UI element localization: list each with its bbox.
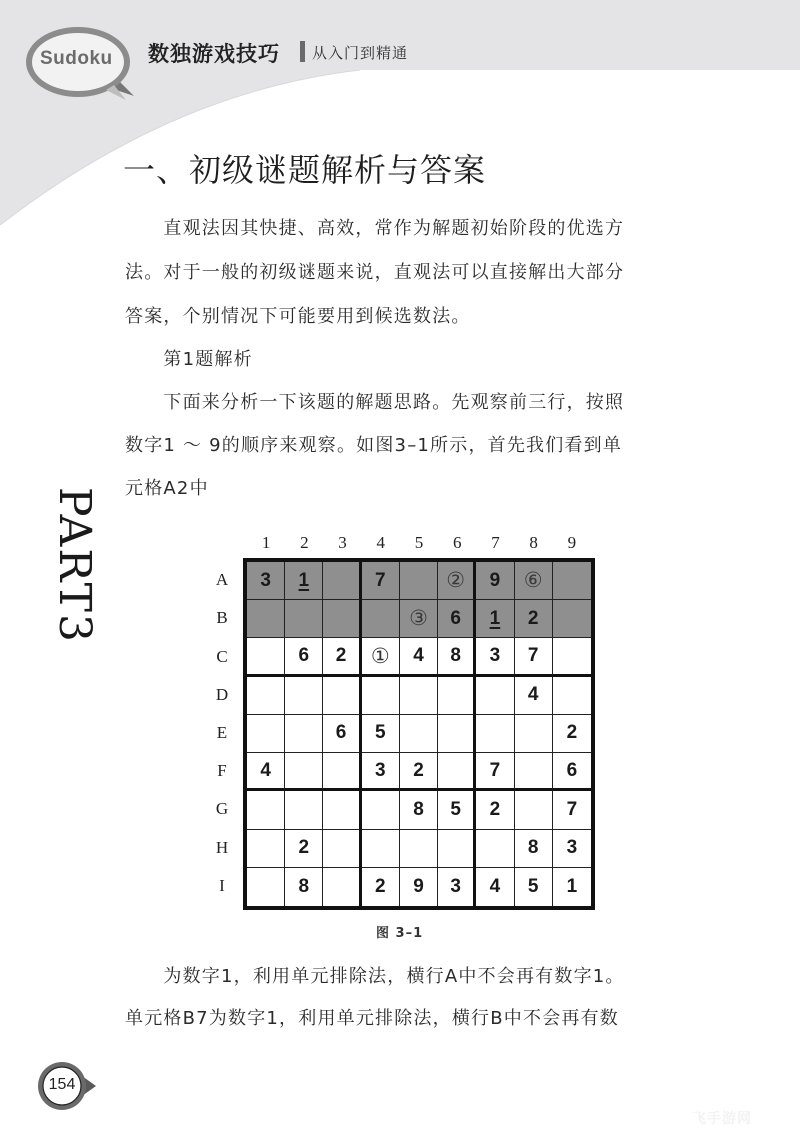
sudoku-cell-H6 bbox=[438, 830, 476, 868]
sudoku-cell-I2 bbox=[285, 868, 323, 906]
given-digit-underlined: 1 bbox=[489, 607, 501, 629]
sudoku-cell-C1 bbox=[247, 638, 285, 676]
row-label: A bbox=[215, 570, 229, 590]
given-digit: 9 bbox=[413, 875, 424, 897]
sudoku-cell-G2 bbox=[285, 791, 323, 829]
given-digit: 8 bbox=[298, 875, 310, 897]
sudoku-cell-E4 bbox=[362, 715, 400, 753]
sudoku-cell-C8 bbox=[515, 638, 553, 676]
sudoku-cell-H2 bbox=[285, 830, 323, 868]
sudoku-cell-E9 bbox=[553, 715, 591, 753]
sudoku-cell-A6 bbox=[438, 562, 476, 600]
given-digit: 3 bbox=[260, 569, 271, 591]
sudoku-cell-I6 bbox=[438, 868, 476, 906]
sudoku-cell-I5 bbox=[400, 868, 438, 906]
row-label: G bbox=[215, 799, 229, 819]
sudoku-cell-A1 bbox=[247, 562, 285, 600]
column-label: 6 bbox=[452, 533, 462, 552]
given-digit: 3 bbox=[489, 645, 501, 667]
sudoku-cell-C6 bbox=[438, 638, 476, 676]
sudoku-cell-H1 bbox=[247, 830, 285, 868]
sudoku-cell-E8 bbox=[515, 715, 553, 753]
row-label: D bbox=[215, 684, 229, 704]
sudoku-cell-D3 bbox=[323, 677, 361, 715]
sudoku-grid bbox=[243, 558, 595, 910]
watermark: 飞手游网 bbox=[692, 1111, 752, 1127]
sudoku-cell-F5 bbox=[400, 753, 438, 791]
sudoku-cell-G7 bbox=[476, 791, 514, 829]
sudoku-cell-H3 bbox=[323, 830, 361, 868]
sudoku-cell-G4 bbox=[362, 791, 400, 829]
sudoku-cell-D2 bbox=[285, 677, 323, 715]
sudoku-cell-C2 bbox=[285, 638, 323, 676]
sudoku-cell-F2 bbox=[285, 753, 323, 791]
sudoku-cell-C3 bbox=[323, 638, 361, 676]
paragraph-line: 数字1 ～ 9的顺序来观察。如图3–1所示，首先我们看到单 bbox=[125, 435, 623, 456]
sudoku-cell-C7 bbox=[476, 638, 514, 676]
paragraph-line: 法。对于一般的初级谜题来说，直观法可以直接解出大部分 bbox=[125, 262, 625, 283]
given-digit: 4 bbox=[413, 645, 424, 667]
sudoku-cell-B8 bbox=[515, 600, 553, 638]
sudoku-cell-B6 bbox=[438, 600, 476, 638]
sudoku-cell-B9 bbox=[553, 600, 591, 638]
row-label: C bbox=[216, 646, 228, 666]
given-digit: 7 bbox=[527, 645, 539, 667]
given-digit: 4 bbox=[489, 875, 501, 897]
sudoku-cell-A8 bbox=[515, 562, 553, 600]
column-label: 8 bbox=[529, 533, 538, 552]
given-digit: 3 bbox=[374, 759, 386, 781]
sudoku-cell-I8 bbox=[515, 868, 553, 906]
section-title: 一、初级谜题解析与答案 bbox=[123, 151, 487, 189]
sudoku-cell-F6 bbox=[438, 753, 476, 791]
given-digit: 2 bbox=[527, 607, 539, 629]
sudoku-cell-G1 bbox=[247, 791, 285, 829]
column-label: 1 bbox=[261, 533, 271, 552]
sudoku-cell-B4 bbox=[362, 600, 400, 638]
paragraph-line: 元格A2中 bbox=[125, 478, 209, 499]
given-digit: 4 bbox=[260, 759, 271, 781]
row-label: H bbox=[215, 837, 229, 857]
given-digit: 5 bbox=[450, 798, 461, 820]
sudoku-cell-I9 bbox=[553, 868, 591, 906]
sudoku-cell-A9 bbox=[553, 562, 591, 600]
part-side-label: PART3 bbox=[49, 486, 101, 645]
sudoku-cell-F9 bbox=[553, 753, 591, 791]
given-digit: 6 bbox=[450, 607, 461, 629]
sudoku-cell-I1 bbox=[247, 868, 285, 906]
given-digit: 2 bbox=[335, 645, 347, 667]
sudoku-cell-H7 bbox=[476, 830, 514, 868]
sudoku-cell-D1 bbox=[247, 677, 285, 715]
column-label: 5 bbox=[414, 533, 424, 552]
sudoku-cell-D7 bbox=[476, 677, 514, 715]
sudoku-cell-E7 bbox=[476, 715, 514, 753]
given-digit: 6 bbox=[566, 759, 578, 781]
deduced-digit-circled: ① bbox=[370, 644, 390, 668]
sudoku-cell-H5 bbox=[400, 830, 438, 868]
given-digit: 3 bbox=[566, 837, 578, 859]
sudoku-cell-F1 bbox=[247, 753, 285, 791]
sudoku-cell-A4 bbox=[362, 562, 400, 600]
deduced-digit-circled: ③ bbox=[409, 607, 428, 631]
sudoku-cell-D8 bbox=[515, 677, 553, 715]
row-label: E bbox=[216, 723, 228, 742]
given-digit: 3 bbox=[450, 875, 461, 897]
column-label: 4 bbox=[376, 533, 386, 552]
given-digit: 4 bbox=[527, 684, 539, 706]
sudoku-cell-C5 bbox=[400, 638, 438, 676]
sudoku-cell-E2 bbox=[285, 715, 323, 753]
given-digit: 8 bbox=[527, 837, 539, 859]
sudoku-cell-B5 bbox=[400, 600, 438, 638]
sudoku-cell-H9 bbox=[553, 830, 591, 868]
sudoku-cell-F3 bbox=[323, 753, 361, 791]
deduced-digit-circled: ⑥ bbox=[523, 569, 543, 593]
sudoku-cell-D9 bbox=[553, 677, 591, 715]
paragraph-line: 答案，个别情况下可能要用到候选数法。 bbox=[125, 306, 471, 327]
sudoku-cell-C4 bbox=[362, 638, 400, 676]
book-title: 数独游戏技巧 bbox=[148, 42, 280, 66]
row-label: I bbox=[219, 875, 225, 895]
sudoku-cell-G9 bbox=[553, 791, 591, 829]
given-digit: 6 bbox=[298, 645, 310, 667]
sudoku-cell-G6 bbox=[438, 791, 476, 829]
sudoku-cell-B1 bbox=[247, 600, 285, 638]
column-label: 3 bbox=[338, 533, 347, 552]
sudoku-cell-B2 bbox=[285, 600, 323, 638]
paragraph-line: 直观法因其快捷、高效，常作为解题初始阶段的优选方 bbox=[125, 218, 625, 239]
sudoku-cell-G3 bbox=[323, 791, 361, 829]
sudoku-cell-E5 bbox=[400, 715, 438, 753]
given-digit: 7 bbox=[566, 798, 578, 820]
sudoku-cell-G8 bbox=[515, 791, 553, 829]
sudoku-cell-F7 bbox=[476, 753, 514, 791]
logo-text: Sudoku bbox=[40, 48, 113, 69]
given-digit-underlined: 1 bbox=[298, 569, 310, 591]
sudoku-cell-A5 bbox=[400, 562, 438, 600]
sudoku-cell-B7 bbox=[476, 600, 514, 638]
row-label: B bbox=[216, 608, 228, 628]
sudoku-cell-F8 bbox=[515, 753, 553, 791]
given-digit: 1 bbox=[566, 875, 578, 897]
sudoku-cell-I7 bbox=[476, 868, 514, 906]
given-digit: 5 bbox=[527, 875, 539, 897]
sudoku-cell-E6 bbox=[438, 715, 476, 753]
given-digit: 6 bbox=[335, 722, 347, 744]
title-divider bbox=[300, 41, 305, 62]
figure-caption: 图 3–1 bbox=[376, 926, 424, 941]
sudoku-cell-I4 bbox=[362, 868, 400, 906]
given-digit: 7 bbox=[489, 759, 501, 781]
problem-heading: 第1题解析 bbox=[125, 349, 253, 370]
given-digit: 5 bbox=[374, 722, 386, 744]
paragraph-line: 单元格B7为数字1，利用单元排除法，横行B中不会再有数 bbox=[125, 1008, 619, 1029]
given-digit: 2 bbox=[298, 837, 310, 859]
paragraph-line: 为数字1，利用单元排除法，横行A中不会再有数字1。 bbox=[125, 966, 625, 987]
deduced-digit-circled: ② bbox=[446, 569, 466, 593]
given-digit: 2 bbox=[374, 875, 386, 897]
given-digit: 2 bbox=[566, 722, 578, 744]
sudoku-cell-E3 bbox=[323, 715, 361, 753]
given-digit: 9 bbox=[489, 569, 501, 591]
sudoku-cell-H4 bbox=[362, 830, 400, 868]
paragraph-line: 下面来分析一下该题的解题思路。先观察前三行，按照 bbox=[125, 392, 625, 413]
sudoku-cell-D5 bbox=[400, 677, 438, 715]
sudoku-cell-F4 bbox=[362, 753, 400, 791]
given-digit: 7 bbox=[374, 569, 386, 591]
sudoku-cell-A7 bbox=[476, 562, 514, 600]
book-subtitle: 从入门到精通 bbox=[312, 44, 409, 62]
sudoku-cell-B3 bbox=[323, 600, 361, 638]
column-label: 7 bbox=[491, 533, 500, 552]
sudoku-cell-E1 bbox=[247, 715, 285, 753]
given-digit: 2 bbox=[489, 798, 501, 820]
sudoku-cell-D4 bbox=[362, 677, 400, 715]
given-digit: 8 bbox=[450, 645, 461, 667]
column-label: 2 bbox=[300, 533, 309, 552]
sudoku-cell-D6 bbox=[438, 677, 476, 715]
sudoku-cell-G5 bbox=[400, 791, 438, 829]
sudoku-cell-C9 bbox=[553, 638, 591, 676]
sudoku-cell-H8 bbox=[515, 830, 553, 868]
given-digit: 8 bbox=[413, 798, 424, 820]
page-number: 154 bbox=[48, 1076, 76, 1093]
sudoku-cell-A3 bbox=[323, 562, 361, 600]
column-label: 9 bbox=[567, 533, 577, 552]
sudoku-cell-A2 bbox=[285, 562, 323, 600]
sudoku-cell-I3 bbox=[323, 868, 361, 906]
row-label: F bbox=[217, 761, 227, 781]
given-digit: 2 bbox=[413, 759, 424, 781]
